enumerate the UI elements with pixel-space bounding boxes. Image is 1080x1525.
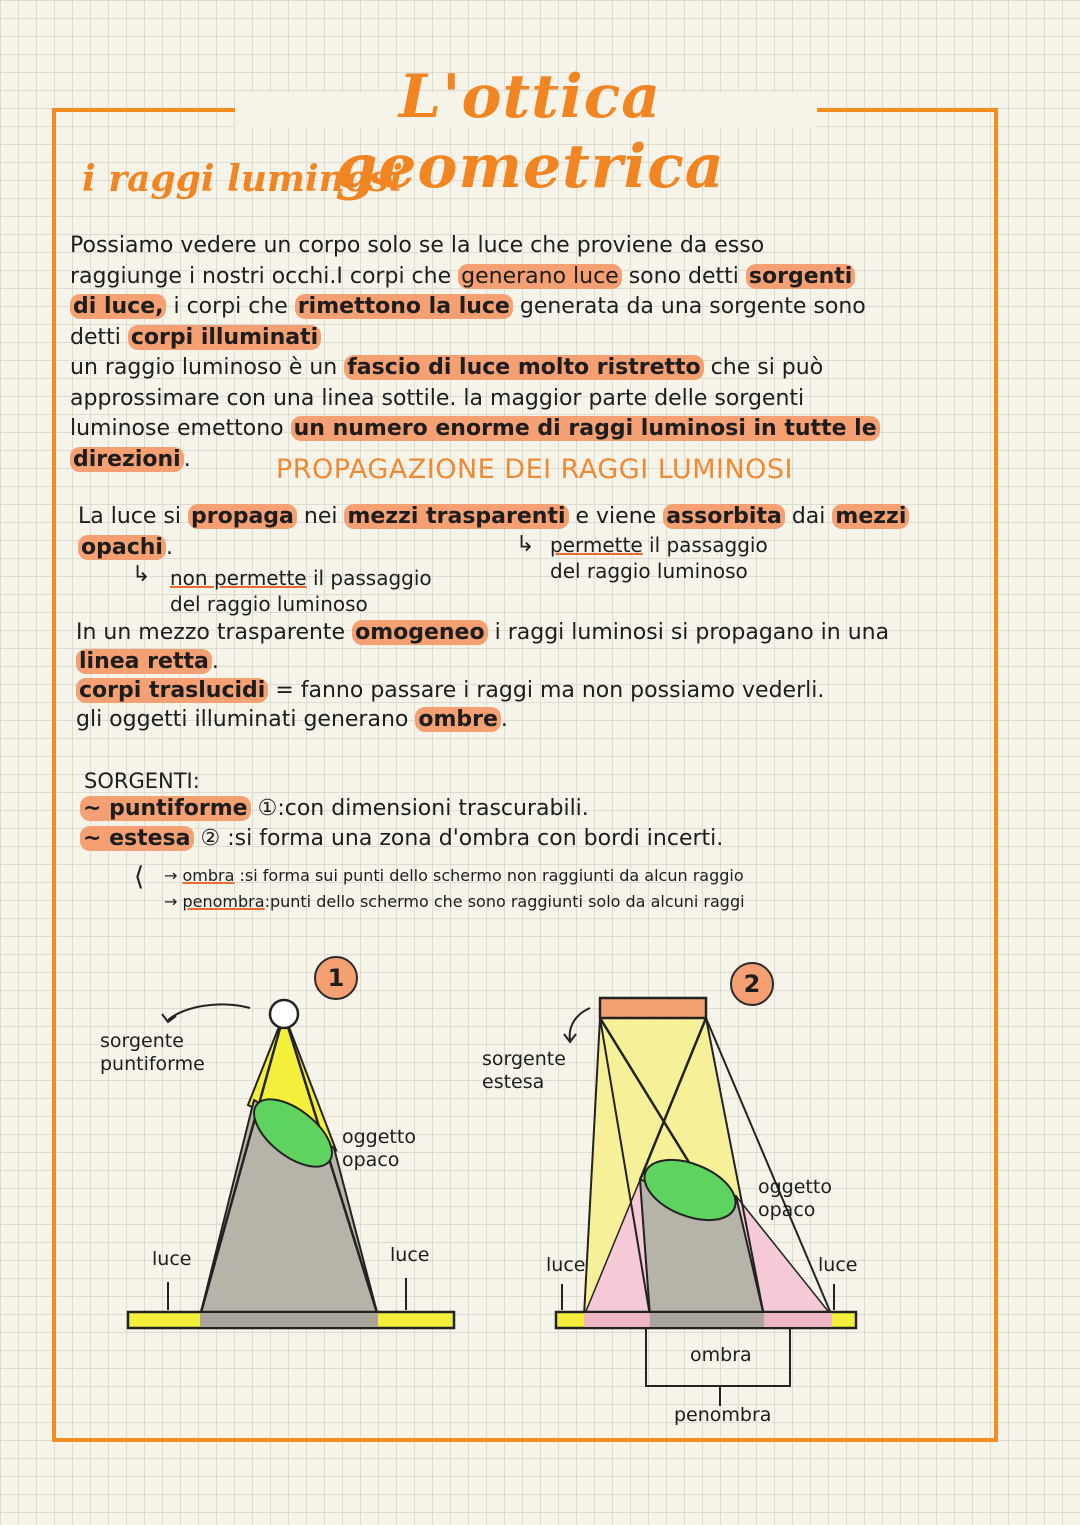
highlight: rimettono la luce [295, 294, 513, 319]
light-label: luce [152, 1248, 192, 1270]
page-title: L'ottica geometrica [335, 62, 725, 202]
curly-bracket-icon: ⟨ [134, 862, 145, 892]
sources-heading: SORGENTI: [84, 769, 200, 793]
propagation-line-2: In un mezzo trasparente omogeneo i raggi luminosi si propagano in una linea retta . corpi traslucidi = fanno passare i raggi ma non possiamo vederli. gli oggetti illuminati generano ombre . [76, 620, 890, 732]
shadow-label: ombra [690, 1344, 752, 1366]
point-source-label: sorgente puntiforme [100, 1030, 205, 1075]
highlight: sorgenti [746, 264, 855, 289]
light-label: luce [546, 1254, 586, 1276]
shadow-definition: → ombra :si forma sui punti dello schermo non raggiunti da alcun raggio [164, 866, 744, 885]
highlight: fascio di luce molto ristretto [344, 355, 703, 380]
section-title: PROPAGAZIONE DEI RAGGI LUMINOSI [276, 454, 794, 485]
penumbra-label: penombra [674, 1404, 772, 1426]
source-extended: ~ estesa ② :si forma una zona d'ombra con bordi incerti. [80, 824, 723, 855]
note-transparent: permette il passaggio del raggio luminoso [550, 533, 768, 583]
note-opaque: non permette il passaggio del raggio luminoso [170, 566, 432, 616]
opaque-object-label: oggetto opaco [758, 1176, 832, 1221]
light-label: luce [818, 1254, 858, 1276]
penumbra-definition: → penombra:punti dello schermo che sono raggiunti solo da alcuni raggi [164, 892, 745, 911]
highlight: di luce, [70, 294, 166, 319]
highlight: direzioni [70, 447, 184, 472]
source-point: ~ puntiforme ①:con dimensioni trascurabili. [80, 794, 589, 825]
diagram-number-badge: 1 [314, 956, 358, 1000]
arrow-icon: ↳ [132, 562, 151, 587]
highlight: corpi illuminati [128, 325, 321, 350]
intro-paragraph: Possiamo vedere un corpo solo se la luce che proviene da esso raggiunge i nostri occhi.I corpi che generano luce sono detti sorgenti di luce, i corpi che rimettono la luce generata da una sorgente sono detti corpi illuminati un raggio luminoso è un fascio di luce molto ristretto che si può approssimare con una linea sottile. la maggior parte delle sorgenti luminose emettono un numero enorme di raggi luminosi in tutte le direzioni . [70, 231, 880, 475]
light-label: luce [390, 1244, 430, 1266]
highlight: un numero enorme di raggi luminosi in tutte le [291, 416, 880, 441]
propagation-line-1: La luce si propaga nei mezzi trasparenti e viene assorbita dai mezzi opachi . [78, 502, 909, 563]
extended-source-label: sorgente estesa [482, 1048, 566, 1093]
arrow-icon: ↳ [516, 532, 535, 557]
opaque-object-label: oggetto opaco [342, 1126, 416, 1171]
subtitle: i raggi luminosi [82, 158, 403, 200]
highlight: generano luce [458, 264, 622, 289]
diagram-number-badge: 2 [730, 962, 774, 1006]
